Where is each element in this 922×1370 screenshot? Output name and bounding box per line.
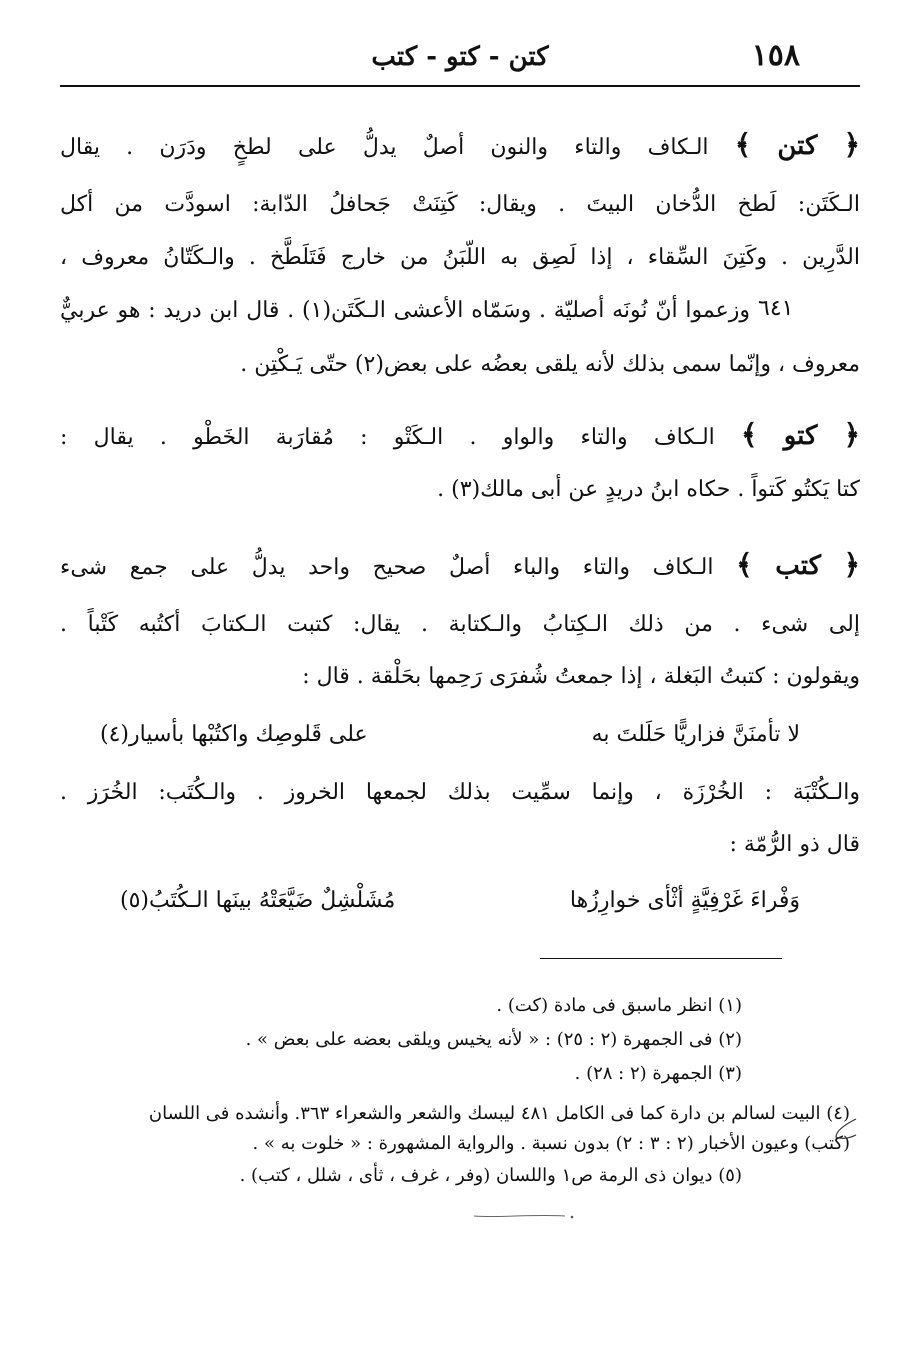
entry-head-katana: كتن: [777, 131, 818, 161]
scan-mark-icon: [470, 1208, 580, 1222]
entry-text: الـكاف والتاء والنون أصلٌ يدلُّ على لطخٍ ودَرَن . يقال: [60, 135, 709, 160]
close-bracket-icon: ﴾: [734, 128, 752, 161]
entry-kataba-line-2: إلى شىء . من ذلك الـكِتابُ والـكتابة . يقال: كتبت الـكتابَ أكتُبه كَتْباً .: [60, 612, 860, 637]
entry-katana-line-3: الدَّرِين . وكَتِنَ السِّقاء ، إذا لَصِق به اللّبَنُ من خارج فَتَلَطَّخ . والـكَتّانُ معروف ،: [60, 245, 860, 270]
entry-katana-line-2: الـكَتَن: لَطخ الدُّخان البيتَ . ويقال: كَتِنَتْ جَحافلُ الدّابة: اسودَّت من أكل: [60, 192, 860, 217]
poem-hemistich-left: مُشَلْشِلٌ ضَيَّعَتْهُ بينَها الـكُتَبُ(٥): [120, 888, 396, 913]
footnote-5: (٥) ديوان ذى الرمة ص١ واللسان (وفر ، غرف ، ثأى ، شلل ، كتب) .: [239, 1165, 742, 1186]
footnote-rule: [540, 958, 782, 959]
poem-hemistich-right: وَفْراءَ غَرْفِيَّةٍ أثْأى خوارِزُها: [569, 888, 800, 913]
entry-katawa-line-2: كتا يَكتُو كَتواً . حكاه ابنُ دريدٍ عن أبى مالك(٣) .: [437, 477, 860, 502]
open-bracket-icon: ﴿: [843, 418, 860, 451]
entry-kataba-line-3: ويقولون : كتبتُ البَغلة ، إذا جمعتُ شُفرَى رَحِمها بحَلْقة . قال :: [302, 664, 860, 689]
entry-katana-line-1: [60, 130, 860, 163]
poem-hemistich-right: لا تأمنَنَّ فزاريًّا حَلَلتَ به: [591, 722, 800, 747]
entry-katawa-line-1: [60, 420, 860, 453]
footnote-1: (١) انظر ماسبق فى مادة (كت) .: [496, 995, 742, 1016]
scan-mark-icon: [830, 1115, 860, 1145]
running-head: كتن - كتو - كتب: [371, 42, 549, 72]
entry-text: الـكاف والتاء والباء أصلٌ صحيح واحد يدلُّ على جمع شىء: [60, 555, 714, 580]
open-bracket-icon: ﴿: [843, 548, 860, 581]
entry-head-kataba: كتب: [775, 551, 821, 581]
entry-head-katawa: كتو: [783, 421, 818, 451]
close-bracket-icon: ﴾: [741, 418, 758, 451]
entry-kataba-line-4: والـكُتْبَة : الخُرْزَة ، وإنما سمِّيت بذلك لجمعها الخروز . والـكُتَب: الخُرَز .: [60, 780, 860, 805]
poem-hemistich-left: على قَلوصِك واكتُبْها بأسيار(٤): [100, 722, 368, 747]
footnote-3: (٣) الجمهرة (٢ : ٢٨) .: [574, 1063, 742, 1084]
footnote-4: (٤) البيت لسالم بن دارة كما فى الكامل ٤٨١ ليبسك والشعر والشعراء ٣٦٣. وأنشده فى اللسان: [148, 1103, 850, 1124]
footnote-2: (٢) فى الجمهرة (٢ : ٢٥) : « لأنه يخيس ويلقى بعضه على بعض » .: [245, 1029, 742, 1050]
open-bracket-icon: ﴿: [843, 128, 860, 161]
entry-kataba-line-1: [60, 550, 860, 583]
entry-kataba-line-5: قال ذو الرُّمّة :: [729, 832, 860, 857]
footnote-4-continued: (كتب) وعيون الأخبار (٢ : ٣ : ٢) بدون نسبة . والرواية المشهورة : « خلوت به » .: [252, 1133, 850, 1154]
entry-katana-line-4: وزعموا أنّ نُونَه أصليّة . وسَمّاه الأعشى الـكَتَن(١) . قال ابن دريد : هو عربيٌّ: [60, 298, 750, 323]
entry-katana-line-5: معروف ، وإنّما سمى بذلك لأنه يلقى بعضُه على بعض(٢) حتّى يَـكْتِن .: [240, 352, 860, 377]
entry-text: الـكاف والتاء والواو . الـكَتْو : مُقارَبة الخَطْو . يقال :: [60, 425, 715, 450]
header-rule: [60, 85, 860, 87]
page-header: [60, 30, 860, 90]
page-number: ١٥٨: [751, 38, 800, 73]
close-bracket-icon: ﴾: [736, 548, 753, 581]
margin-number: ٦٤١: [758, 296, 794, 321]
